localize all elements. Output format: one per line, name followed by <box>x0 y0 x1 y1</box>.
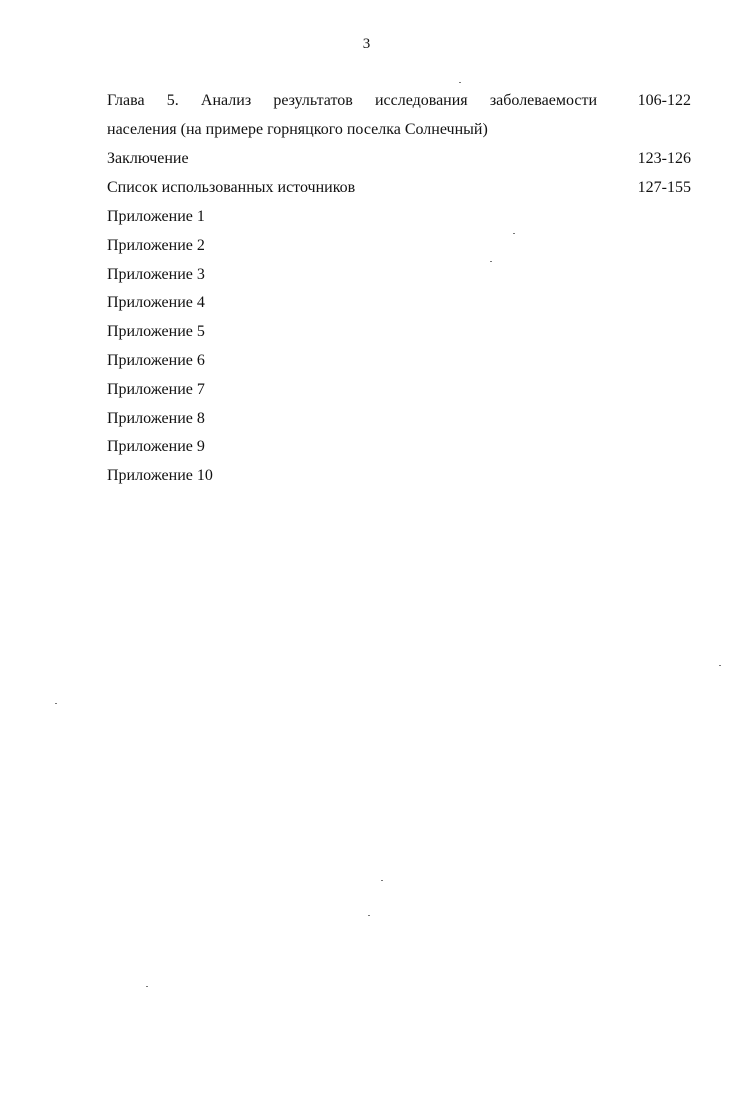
scan-speck <box>459 82 461 83</box>
scan-speck <box>55 703 57 704</box>
toc-entry-appendix-3: Приложение 3 <box>107 265 205 283</box>
toc-entry-title: Заключение <box>107 150 189 167</box>
table-of-contents <box>107 91 691 495</box>
toc-entry-sources <box>107 178 691 198</box>
toc-entry-pages: 106-122 <box>637 92 691 109</box>
toc-entry-conclusion <box>107 149 691 169</box>
toc-entry-title-line-1: Глава 5. Анализ результатов исследования заболеваемости <box>107 92 597 109</box>
scan-speck <box>513 233 515 234</box>
scan-speck <box>368 915 370 916</box>
scan-speck <box>719 665 721 666</box>
toc-entry-pages: 127-155 <box>637 179 691 196</box>
scan-speck <box>146 986 148 987</box>
toc-entry-appendix-1: Приложение 1 <box>107 208 205 225</box>
page-number: 3 <box>362 36 371 52</box>
toc-entry-chapter-5 <box>107 91 691 140</box>
toc-entry-title-line-2: населения (на примере горняцкого поселка Солнечный) <box>107 121 488 138</box>
toc-entry-appendix-4: Приложение 4 <box>107 294 205 312</box>
toc-entry-appendix-9: Приложение 9 <box>107 438 205 456</box>
toc-entry-appendix-5: Приложение 5 <box>107 323 205 341</box>
toc-entry-appendix-10: Приложение 10 <box>107 467 213 485</box>
toc-entry-pages: 123-126 <box>637 150 691 167</box>
scan-speck <box>490 261 492 262</box>
toc-entry-appendix-2: Приложение 2 <box>107 236 205 254</box>
toc-entry-appendix-7: Приложение 7 <box>107 380 205 398</box>
toc-entry-title: Список использованных источников <box>107 179 356 196</box>
scan-speck <box>381 880 383 881</box>
toc-entry-appendix-6: Приложение 6 <box>107 351 205 369</box>
toc-entry-appendix-8: Приложение 8 <box>107 409 205 427</box>
toc-entry-title <box>107 91 621 140</box>
appendix-list <box>107 207 691 486</box>
